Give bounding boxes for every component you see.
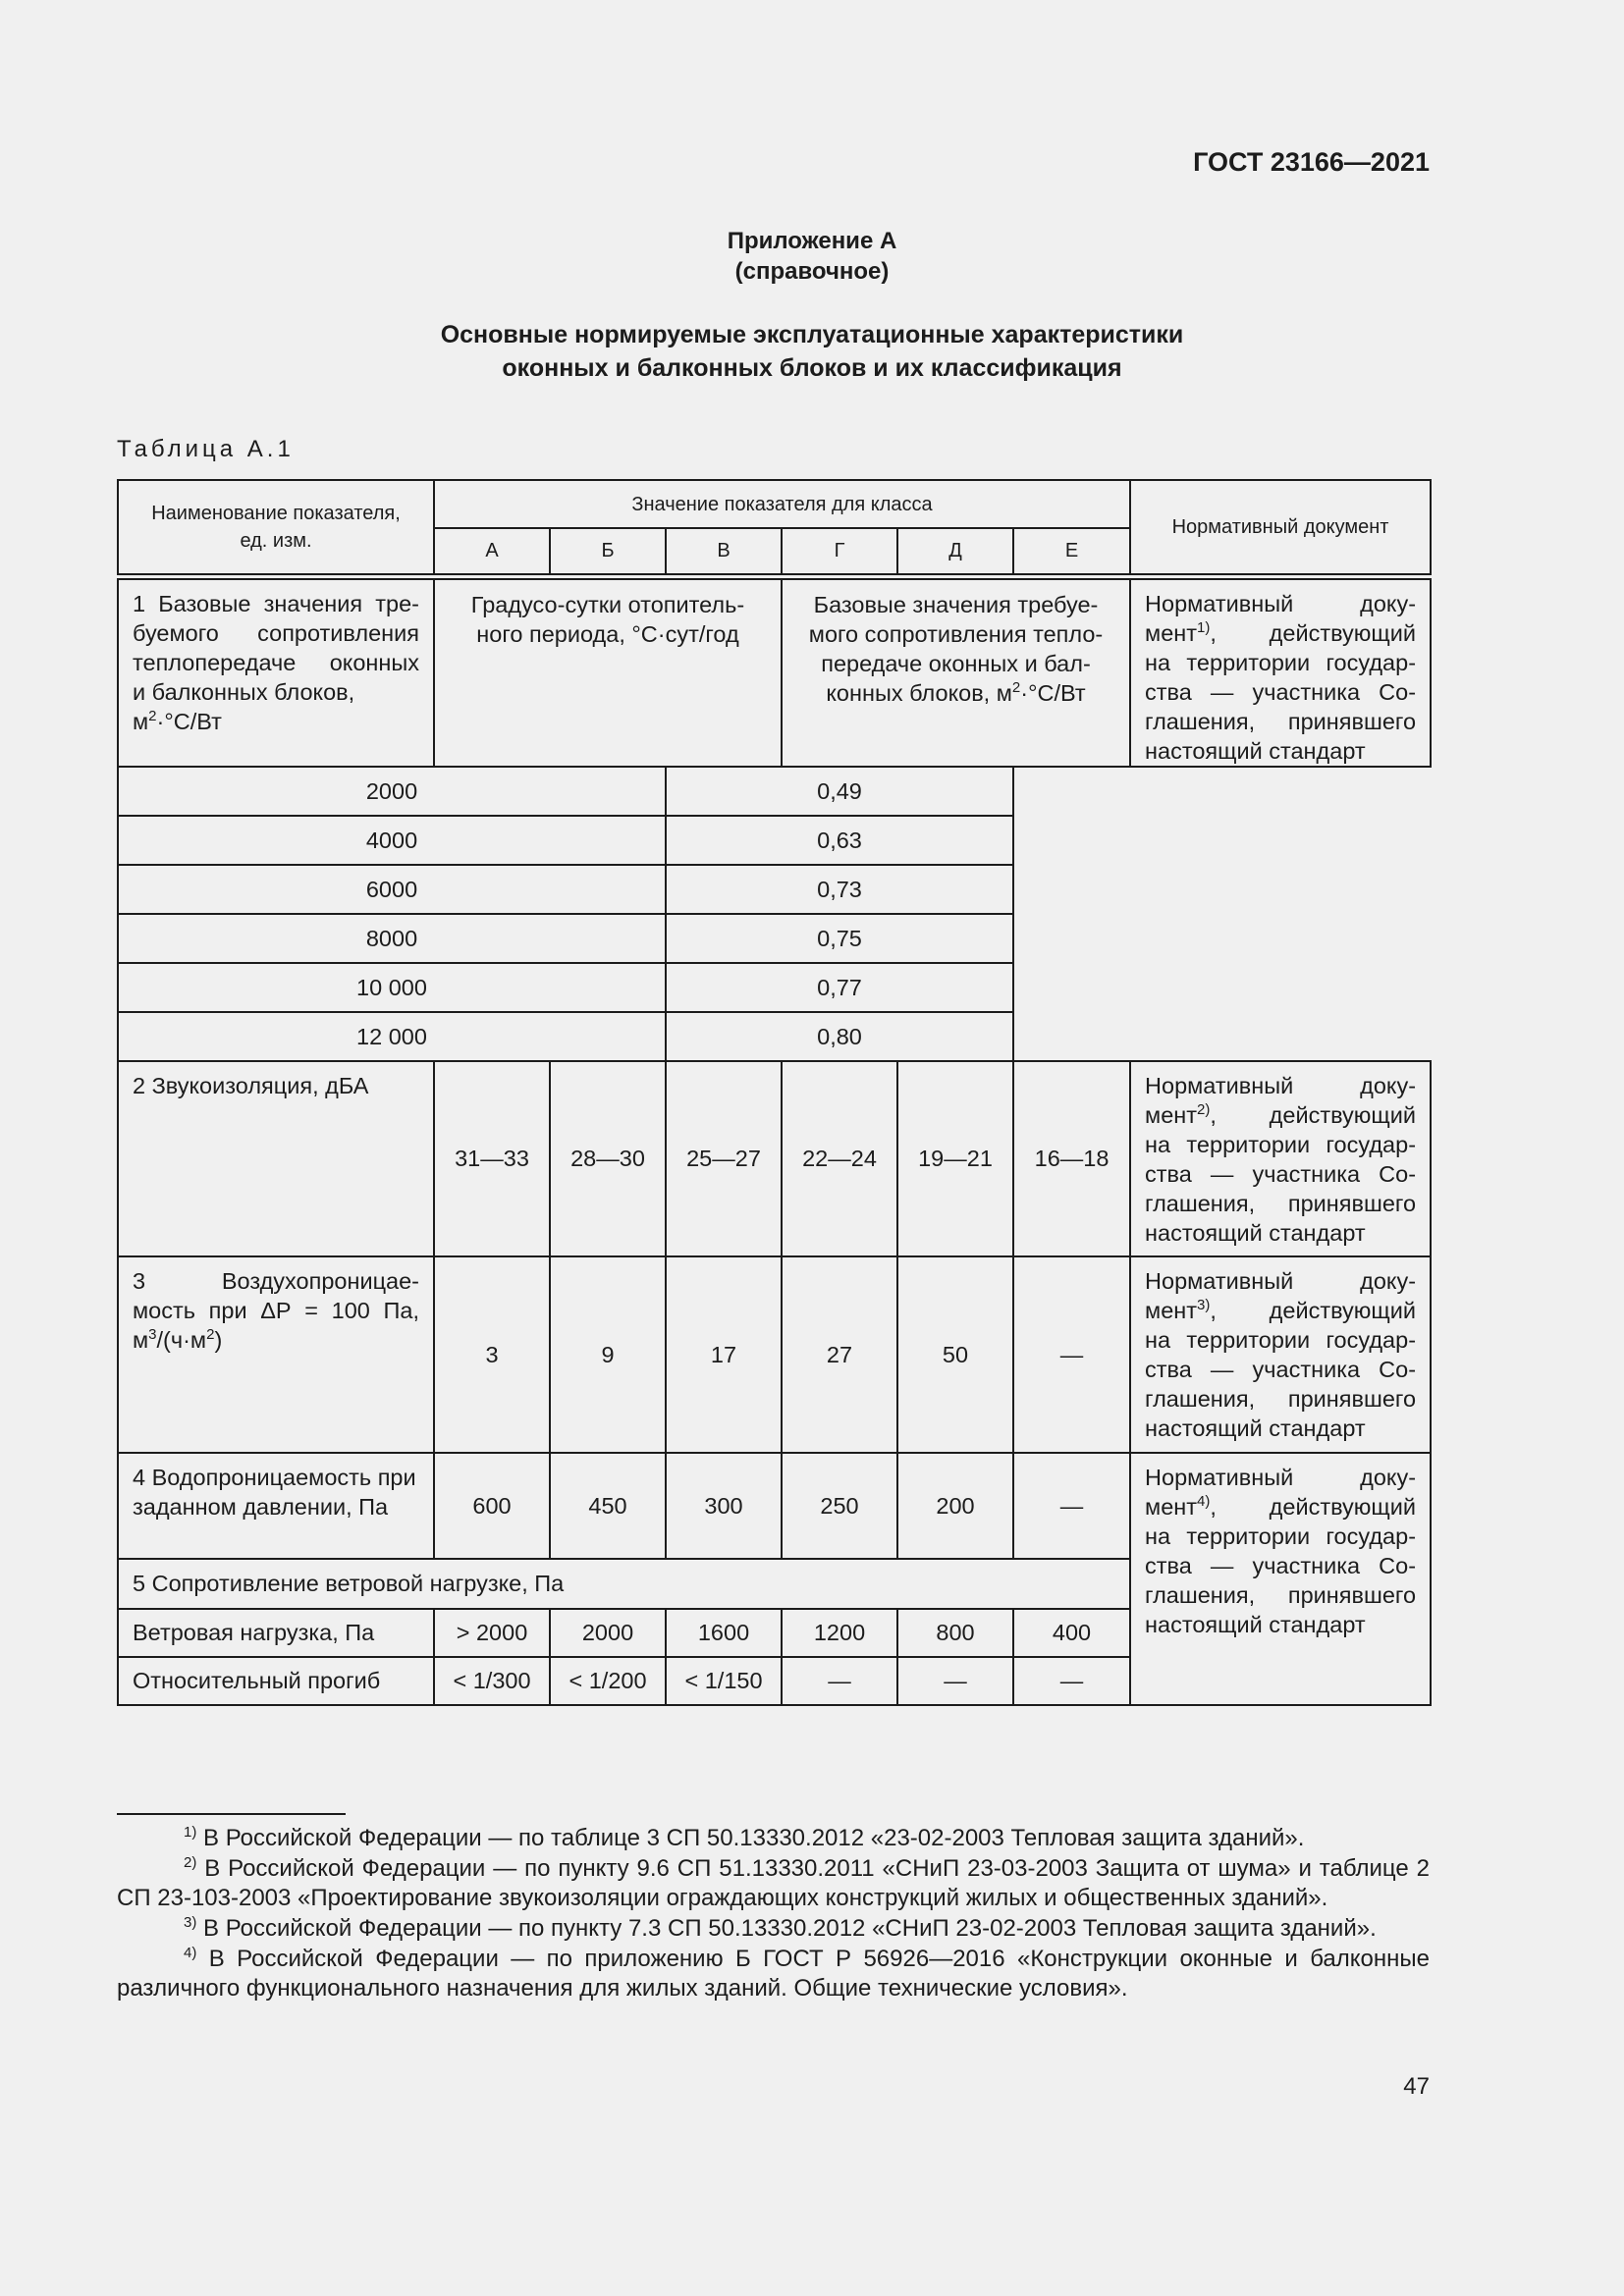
- class-a: А: [434, 528, 550, 576]
- text-line: глашения, принявшего: [1145, 1385, 1417, 1412]
- appendix-label: Приложение А: [727, 228, 897, 254]
- footnote-text: В Российской Федерации — по таблице 3 СП 50.13330.2012 «23-02-2003 Тепловая защита зданий».: [196, 1825, 1305, 1851]
- row3-class-value: 9: [550, 1256, 666, 1453]
- degree-days-value: 4000: [118, 816, 666, 865]
- degree-days-value: 12 000: [118, 1012, 666, 1061]
- header-norm: Нормативный документ: [1130, 480, 1431, 576]
- row7-name: Относительный прогиб: [118, 1657, 434, 1705]
- text-line: настоящий стандарт: [1145, 1219, 1366, 1246]
- footnote: [117, 1824, 1430, 1853]
- text-line: на территории государ-: [1145, 649, 1417, 675]
- class-b: Б: [550, 528, 666, 576]
- text-line: настоящий стандарт: [1145, 1611, 1366, 1637]
- text-line: [1145, 1100, 1416, 1130]
- text-line: Нормативный доку-: [1145, 1267, 1417, 1294]
- degree-days-value: 8000: [118, 914, 666, 963]
- base-resistance-value: 0,63: [666, 816, 1013, 865]
- footnote-mark: 3): [184, 1914, 197, 1931]
- row3-class-value: 3: [434, 1256, 550, 1453]
- text-line: [796, 678, 1115, 708]
- class-v: В: [666, 528, 782, 576]
- row5-name: 5 Сопротивление ветровой нагрузке, Па: [118, 1559, 1130, 1609]
- text-segment: ·°С/Вт: [1020, 679, 1086, 706]
- text-line: мость при ΔР = 100 Па,: [133, 1297, 419, 1323]
- footnote-mark: 4): [184, 1945, 197, 1961]
- superscript: 2: [1011, 678, 1021, 696]
- superscript: 2): [1197, 1100, 1211, 1118]
- text-line: 3 Воздухопроницае-: [133, 1267, 419, 1294]
- table-row: [118, 1061, 1431, 1256]
- superscript: 3): [1197, 1296, 1211, 1313]
- superscript: 2: [148, 707, 157, 724]
- footnote-mark: 1): [184, 1824, 197, 1841]
- row3-name: [118, 1256, 434, 1453]
- text-line: Нормативный доку-: [1145, 1464, 1417, 1490]
- footnote-mark: 2): [184, 1854, 197, 1871]
- degree-days-value: 6000: [118, 865, 666, 914]
- title-line-1: Основные нормируемые эксплуатационные характеристики: [440, 321, 1184, 348]
- row7-class-value: < 1/300: [434, 1657, 550, 1705]
- text-line: ства — участника Со-: [1145, 678, 1417, 705]
- text-line: [133, 1325, 419, 1355]
- row2-class-value: 22—24: [782, 1061, 897, 1256]
- text-line: ства — участника Со-: [1145, 1160, 1417, 1187]
- text-line: настоящий стандарт: [1145, 737, 1366, 764]
- table-row: [118, 576, 1431, 767]
- row4-class-value: 300: [666, 1453, 782, 1559]
- row4-name: 4 Водопроницаемость при заданном давлении, Па: [118, 1453, 434, 1559]
- row3-class-value: —: [1013, 1256, 1130, 1453]
- text-segment: /(ч·м: [156, 1326, 207, 1353]
- row4-class-value: —: [1013, 1453, 1130, 1559]
- characteristics-table: [117, 479, 1432, 1706]
- row1-degree-days-header: Градусо-сутки отопитель- ного периода, °С·сут/год: [434, 576, 782, 767]
- superscript: 4): [1197, 1492, 1211, 1510]
- footnote-text: В Российской Федерации — по приложению Б ГОСТ Р 56926—2016 «Конструкции оконные и балконные различного функционального назначения для жилых зданий. Общие технические условия».: [117, 1946, 1430, 2002]
- table-label: Таблица А.1: [117, 436, 295, 462]
- title-line-2: оконных и балконных блоков и их классификация: [502, 354, 1122, 382]
- text-line: и балконных блоков,: [133, 678, 355, 705]
- row3-class-value: 50: [897, 1256, 1013, 1453]
- text-segment: ): [214, 1326, 223, 1353]
- row1-name: [118, 576, 434, 767]
- text-segment: , действующий: [1210, 619, 1417, 646]
- row2-class-value: 31—33: [434, 1061, 550, 1256]
- text-segment: , действующий: [1210, 1101, 1417, 1128]
- degree-days-value: 2000: [118, 767, 666, 816]
- text-line: ства — участника Со-: [1145, 1552, 1417, 1578]
- class-e: Е: [1013, 528, 1130, 576]
- header-name: Наименование показателя, ед. изм.: [118, 480, 434, 576]
- degree-days-value: 10 000: [118, 963, 666, 1012]
- row2-name: 2 Звукоизоляция, дБА: [118, 1061, 434, 1256]
- row3-class-value: 17: [666, 1256, 782, 1453]
- text-line: глашения, принявшего: [1145, 708, 1417, 734]
- row4-norm: [1130, 1453, 1431, 1705]
- superscript: 1): [1197, 618, 1211, 636]
- superscript: 3: [148, 1325, 157, 1343]
- text-line: передаче оконных и бал-: [821, 650, 1091, 676]
- text-segment: мент: [1145, 1101, 1197, 1128]
- text-line: глашения, принявшего: [1145, 1190, 1417, 1216]
- row2-class-value: 16—18: [1013, 1061, 1130, 1256]
- row2-class-value: 28—30: [550, 1061, 666, 1256]
- text-line: настоящий стандарт: [1145, 1415, 1366, 1441]
- row7-class-value: —: [1013, 1657, 1130, 1705]
- text-segment: мент: [1145, 619, 1197, 646]
- table-row: [118, 865, 1431, 914]
- standard-number: ГОСТ 23166—2021: [1193, 147, 1430, 177]
- text-line: теплопередаче оконных: [133, 649, 419, 675]
- header-row: [118, 480, 1431, 528]
- row6-name: Ветровая нагрузка, Па: [118, 1609, 434, 1657]
- text-segment: мент: [1145, 1297, 1197, 1323]
- row2-class-value: 19—21: [897, 1061, 1013, 1256]
- row1-norm: [1130, 576, 1431, 767]
- text-line: [1145, 618, 1416, 648]
- base-resistance-value: 0,49: [666, 767, 1013, 816]
- row4-class-value: 600: [434, 1453, 550, 1559]
- row7-class-value: —: [782, 1657, 897, 1705]
- row7-class-value: —: [897, 1657, 1013, 1705]
- table-row: [118, 816, 1431, 865]
- row6-class-value: > 2000: [434, 1609, 550, 1657]
- row7-class-value: < 1/200: [550, 1657, 666, 1705]
- class-d: Д: [897, 528, 1013, 576]
- table-row: [118, 963, 1431, 1012]
- page-number: 47: [1403, 2073, 1430, 2100]
- row3-class-value: 27: [782, 1256, 897, 1453]
- table-row: [118, 1012, 1431, 1061]
- text-line: ства — участника Со-: [1145, 1356, 1417, 1382]
- row2-norm: [1130, 1061, 1431, 1256]
- text-line: [1145, 1492, 1416, 1522]
- row3-norm: [1130, 1256, 1431, 1453]
- row6-class-value: 1200: [782, 1609, 897, 1657]
- text-line: мого сопротивления тепло-: [808, 620, 1104, 647]
- base-resistance-value: 0,75: [666, 914, 1013, 963]
- appendix-title: [0, 318, 1624, 385]
- row1-base-values-header: [782, 576, 1130, 767]
- table-row: [118, 914, 1431, 963]
- row6-class-value: 1600: [666, 1609, 782, 1657]
- superscript: 2: [206, 1325, 215, 1343]
- base-resistance-value: 0,80: [666, 1012, 1013, 1061]
- text-line: Базовые значения требуе-: [813, 591, 1099, 617]
- text-line: Нормативный доку-: [1145, 590, 1417, 616]
- text-line: 1 Базовые значения тре-: [133, 590, 419, 616]
- footnotes: [117, 1824, 1430, 2004]
- row7-class-value: < 1/150: [666, 1657, 782, 1705]
- row6-class-value: 400: [1013, 1609, 1130, 1657]
- footnote: [117, 1854, 1430, 1913]
- appendix-heading: [0, 226, 1624, 287]
- text-segment: м: [133, 1326, 149, 1353]
- text-line: [133, 707, 419, 736]
- class-g: Г: [782, 528, 897, 576]
- appendix-type: (справочное): [734, 258, 890, 285]
- text-line: на территории государ-: [1145, 1131, 1417, 1157]
- table-row: [118, 767, 1431, 816]
- footnote-separator: [117, 1813, 346, 1815]
- footnote-text: В Российской Федерации — по пункту 9.6 СП 51.13330.2011 «СНиП 23-03-2003 Защита от шума» и таблице 2 СП 23-103-2003 «Проектирование звукоизоляции ограждающих конструкций жилых и общественных зданий».: [117, 1855, 1430, 1911]
- text-segment: мент: [1145, 1493, 1197, 1520]
- base-resistance-value: 0,77: [666, 963, 1013, 1012]
- text-line: буемого сопротивления: [133, 619, 419, 646]
- text-segment: м: [133, 708, 149, 734]
- text-line: на территории государ-: [1145, 1522, 1417, 1549]
- header-value-group: Значение показателя для класса: [434, 480, 1130, 528]
- text-line: [1145, 1296, 1416, 1325]
- text-line: на территории государ-: [1145, 1326, 1417, 1353]
- text-line: Нормативный доку-: [1145, 1072, 1417, 1098]
- text-segment: , действующий: [1210, 1493, 1417, 1520]
- row6-class-value: 800: [897, 1609, 1013, 1657]
- row4-class-value: 450: [550, 1453, 666, 1559]
- base-resistance-value: 0,73: [666, 865, 1013, 914]
- table-row: [118, 1453, 1431, 1559]
- row4-class-value: 200: [897, 1453, 1013, 1559]
- footnote-text: В Российской Федерации — по пункту 7.3 СП 50.13330.2012 «СНиП 23-02-2003 Тепловая защита зданий».: [196, 1915, 1377, 1942]
- text-segment: ·°С/Вт: [156, 708, 222, 734]
- footnote: [117, 1914, 1430, 1944]
- row4-class-value: 250: [782, 1453, 897, 1559]
- row2-class-value: 25—27: [666, 1061, 782, 1256]
- text-line: глашения, принявшего: [1145, 1581, 1417, 1608]
- row6-class-value: 2000: [550, 1609, 666, 1657]
- footnote: [117, 1945, 1430, 2003]
- text-segment: , действующий: [1210, 1297, 1417, 1323]
- text-segment: конных блоков, м: [826, 679, 1012, 706]
- table-row: [118, 1256, 1431, 1453]
